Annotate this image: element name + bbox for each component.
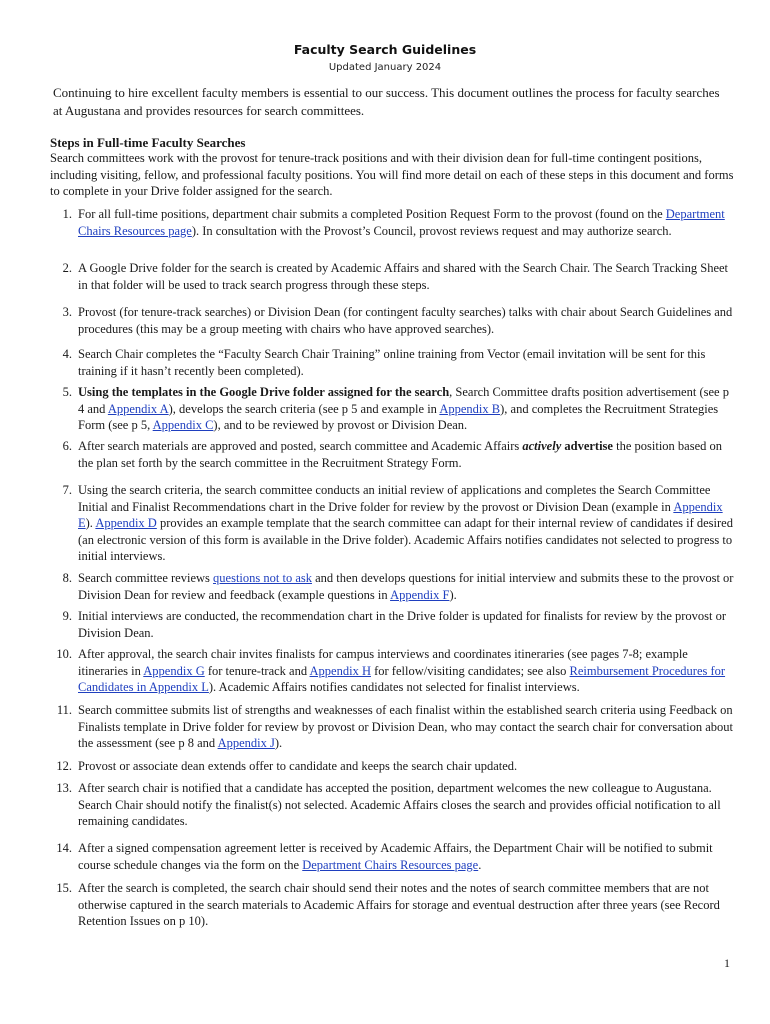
step-text: A Google Drive folder for the search is created by Academic Affairs and shared with the Search Chair. The Search Tracking Sheet in that folder will be used to track search progress through these steps. — [78, 261, 729, 292]
document-title: Faculty Search Guidelines — [293, 42, 477, 57]
step-text: After a signed compensation agreement letter is received by Academic Affairs, the Department Chair will be notified to submit course schedule changes via the form on the Department Chairs Resources page. — [78, 841, 713, 872]
step-item — [50, 880, 740, 930]
step-text: Provost (for tenure-track searches) or Division Dean (for contingent faculty searches) talks with chair about Search Guidelines and procedures (this may be a group meeting with chairs who have approved searches). — [78, 305, 733, 336]
appendix-h-link[interactable]: Appendix H — [309, 663, 371, 678]
department-chairs-resources-link[interactable]: Department Chairs Resources page — [302, 857, 479, 872]
step-text: Search committee reviews questions not to ask and then develops questions for initial interview and submits these to the provost or Division Dean for review and feedback (example questions in Appendix F). — [78, 571, 734, 602]
appendix-j-link[interactable]: Appendix J — [217, 736, 275, 750]
step-item — [50, 646, 740, 696]
step-text: Using the templates in the Google Drive folder assigned for the search, Search Committee drafts position advertisement (see p 4 and Appendix A), develops the search criteria (see p 5 and example in Appendix B), and completes the Recruitment Strategies Form (see p 5, Appendix C), and to be reviewed by provost or Division Dean. — [78, 385, 729, 432]
step-item — [50, 780, 740, 830]
step-number: 6. — [62, 439, 72, 453]
step-text: For all full-time positions, department chair submits a completed Position Request Form to the provost (found on the Department Chairs Resources page). In consultation with the Provost’s Council, provost reviews request and may authorize search. — [78, 207, 725, 238]
step-text: Using the search criteria, the search committee conducts an initial review of applications and completes the Search Committee Initial and Finalist Recommendations chart in the Drive folder for review by the provost or Division Dean (example in Appendix E). Appendix D provides an example template that the search committee can adapt for their internal review of candidates if desired (an electronic version of this form is available in the Drive folder). Academic Affairs notifies candidates not selected to progress to initial interviews. — [78, 483, 733, 563]
step-number: 1. — [62, 207, 72, 221]
appendix-c-link[interactable]: Appendix C — [152, 418, 214, 432]
section-intro: Search committees work with the provost for tenure-track positions and with their division dean for full-time contingent positions, including visiting, fellow, and professional faculty positions. You will find more detail on each of these steps in this document and forms to complete in your Drive folder assigned for the search. — [50, 151, 734, 198]
reimbursement-procedures-link[interactable]: Reimbursement Procedures for Candidates in Appendix L — [78, 663, 726, 694]
appendix-g-link[interactable]: Appendix G — [143, 663, 205, 678]
section-heading: Steps in Full-time Faculty Searches — [50, 135, 246, 150]
appendix-f-link[interactable]: Appendix F — [390, 587, 450, 602]
step-text: Search Chair completes the “Faculty Search Chair Training” online training from Vector (email invitation will be sent for this training if it hasn’t recently been completed). — [78, 347, 706, 378]
appendix-b-link[interactable]: Appendix B — [439, 401, 501, 416]
step-item — [50, 260, 740, 293]
questions-not-to-ask-link[interactable]: questions not to ask — [213, 571, 312, 585]
step-number: 13. — [56, 781, 72, 795]
step-item — [50, 304, 740, 337]
step-number: 11. — [56, 703, 72, 717]
step-number: 9. — [62, 609, 72, 623]
appendix-e-link[interactable]: Appendix E — [78, 499, 723, 530]
step-number: 3. — [62, 305, 72, 319]
page-number: 1 — [724, 956, 730, 970]
step-text: After search materials are approved and posted, search committee and Academic Affairs actively advertise the position based on the plan set forth by the search committee in the Recruitment Strategy Form. — [78, 439, 722, 470]
step-number: 10. — [56, 647, 72, 661]
step-number: 4. — [62, 347, 72, 361]
step-item — [50, 206, 740, 239]
department-chairs-resources-link[interactable]: Department Chairs Resources page — [78, 207, 725, 238]
step-number: 8. — [62, 571, 72, 585]
intro-paragraph: Continuing to hire excellent faculty members is essential to our success. This document outlines the process for faculty searches at Augustana and provides resources for search committees. — [53, 85, 720, 118]
step-text: After approval, the search chair invites finalists for campus interviews and coordinates itineraries (see pages 7-8; example itineraries in Appendix G for tenure-track and Appendix H for fellow/visiting candidates; see also Reimbursement Procedures for Candidates in Appendix L). Academic Affairs notifies candidates not selected for finalist interviews. — [78, 647, 726, 694]
step-item — [50, 758, 740, 775]
step-item — [50, 702, 740, 752]
step-text: Search committee submits list of strengths and weaknesses of each finalist within the established search criteria using Feedback on Finalists template in Drive folder for review by provost or Division Dean, who may contact the search chair for conversation about the assessment (see p 8 and Appendix J). — [78, 703, 734, 750]
step-number: 7. — [62, 483, 72, 497]
step-item — [50, 346, 740, 379]
step-item — [50, 840, 740, 873]
step-text: After search chair is notified that a candidate has accepted the position, department welcomes the new colleague to Augustana. Search Chair should notify the finalist(s) not selected. Academic Affairs closes the search and provides official notification to all remaining candidates. — [78, 781, 721, 828]
step-number: 14. — [56, 841, 72, 855]
step-item — [50, 384, 740, 434]
appendix-a-link[interactable]: Appendix A — [107, 401, 169, 416]
document-subtitle: Updated January 2024 — [328, 62, 442, 73]
step-item — [50, 438, 740, 471]
step-number: 12. — [56, 759, 72, 773]
appendix-d-link[interactable]: Appendix D — [95, 516, 157, 530]
step-number: 15. — [56, 881, 72, 895]
step-number: 2. — [62, 261, 72, 275]
step-text: Initial interviews are conducted, the recommendation chart in the Drive folder is updated for finalists for review by the provost or Division Dean. — [78, 609, 727, 640]
step-item — [50, 608, 740, 641]
step-text: After the search is completed, the search chair should send their notes and the notes of search committee members that are not otherwise captured in the search materials to Academic Affairs for storage and eventual destruction after three years (see Record Retention Issues on p 10). — [78, 881, 720, 928]
step-item — [50, 482, 740, 565]
step-item — [50, 570, 740, 603]
step-number: 5. — [62, 385, 72, 399]
step-text: Provost or associate dean extends offer to candidate and keeps the search chair updated. — [78, 759, 518, 773]
